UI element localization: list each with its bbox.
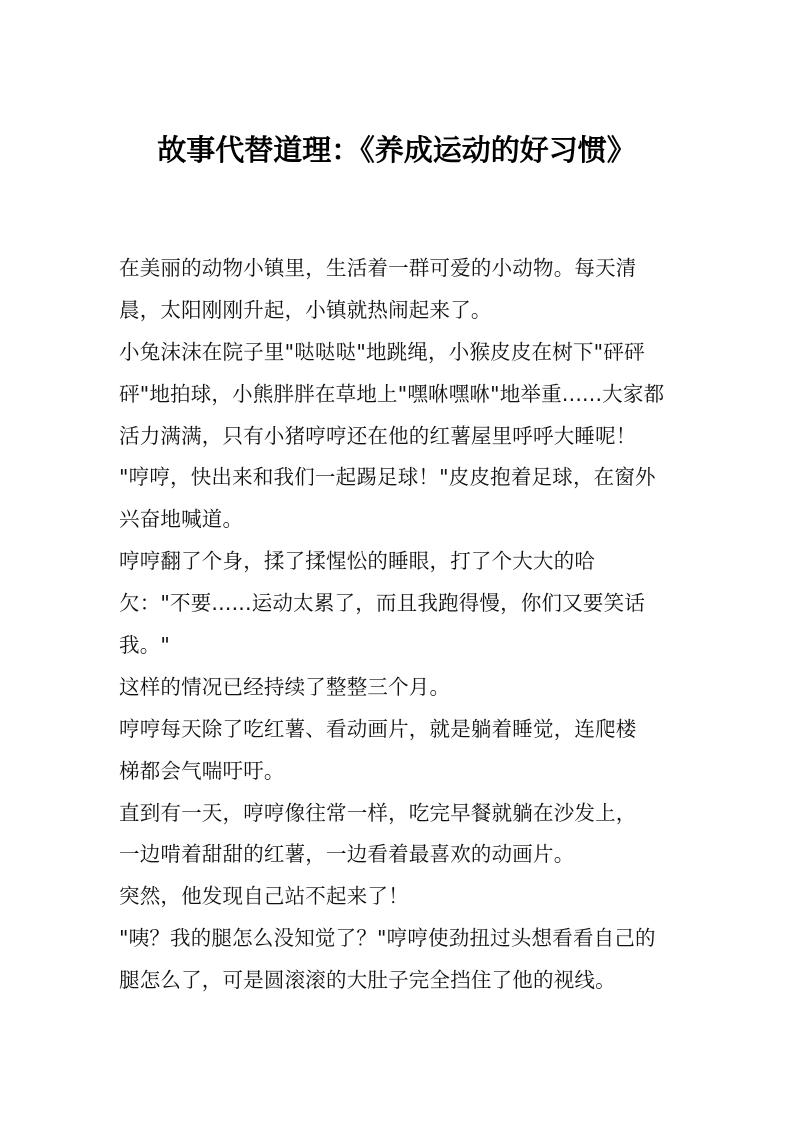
text-line: 哼哼翻了个身，揉了揉惺忪的睡眼，打了个大大的哈 [119, 549, 596, 574]
text-line: 活力满满，只有小猪哼哼还在他的红薯屋里呼呼大睡呢！ [119, 423, 637, 448]
text-line: "哼哼，快出来和我们一起踢足球！"皮皮抱着足球，在窗外 [119, 465, 656, 490]
document-body [119, 248, 679, 1002]
document-title: 故事代替道理：《养成运动的好习惯》 [157, 133, 636, 167]
paragraph-5 [119, 667, 679, 709]
paragraph-7 [119, 793, 679, 877]
paragraph-2 [119, 332, 679, 458]
paragraph-1 [119, 248, 679, 332]
text-line: 砰"地拍球，小熊胖胖在草地上"嘿咻嘿咻"地举重......大家都 [119, 381, 665, 406]
text-line: 一边啃着甜甜的红薯，一边看着最喜欢的动画片。 [119, 842, 575, 867]
text-line: "咦？我的腿怎么没知觉了？"哼哼使劲扭过头想看看自己的 [119, 926, 656, 951]
paragraph-6 [119, 709, 679, 793]
text-line: 哼哼每天除了吃红薯、看动画片，就是躺着睡觉，连爬楼 [119, 716, 637, 741]
text-line: 腿怎么了，可是圆滚滚的大肚子完全挡住了他的视线。 [119, 968, 616, 993]
text-line: 在美丽的动物小镇里，生活着一群可爱的小动物。每天清 [119, 256, 637, 280]
text-line: 晨，太阳刚刚升起，小镇就热闹起来了。 [119, 297, 492, 322]
paragraph-3 [119, 457, 679, 541]
text-line: 欠："不要......运动太累了，而且我跑得慢，你们又要笑话 [119, 591, 646, 616]
text-line: 直到有一天，哼哼像往常一样，吃完早餐就躺在沙发上， [119, 800, 637, 825]
text-line: 兴奋地喊道。 [119, 507, 244, 532]
text-line: 我。" [119, 633, 171, 658]
text-line: 梯都会气喘吁吁。 [119, 758, 285, 783]
paragraph-4 [119, 541, 679, 667]
paragraph-9 [119, 918, 679, 1002]
text-line: 小兔沫沫在院子里"哒哒哒"地跳绳，小猴皮皮在树下"砰砰 [119, 339, 645, 364]
text-line: 突然，他发现自己站不起来了！ [119, 884, 409, 909]
paragraph-8 [119, 876, 679, 918]
text-line: 这样的情况已经持续了整整三个月。 [119, 674, 451, 699]
